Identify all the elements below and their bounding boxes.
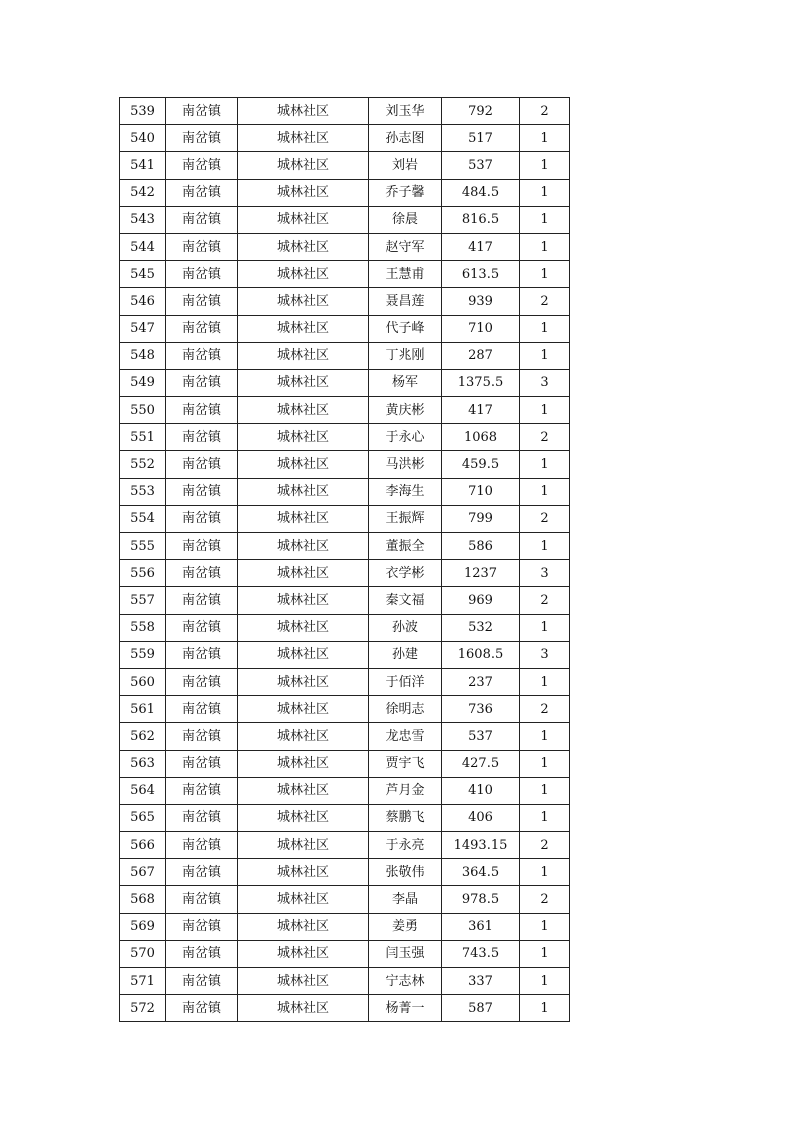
table-row	[120, 261, 570, 288]
community-cell: 城林社区	[238, 451, 369, 478]
amount-cell: 417	[442, 397, 520, 424]
row-number-cell: 561	[120, 696, 166, 723]
name-cell: 聂昌莲	[369, 288, 442, 315]
row-number-cell: 559	[120, 641, 166, 668]
town-cell: 南岔镇	[166, 125, 238, 152]
town-cell: 南岔镇	[166, 288, 238, 315]
town-cell: 南岔镇	[166, 315, 238, 342]
amount-cell: 427.5	[442, 750, 520, 777]
row-number-cell: 558	[120, 614, 166, 641]
community-cell: 城林社区	[238, 424, 369, 451]
town-cell: 南岔镇	[166, 614, 238, 641]
table-row	[120, 723, 570, 750]
table-row	[120, 206, 570, 233]
name-cell: 张敬伟	[369, 859, 442, 886]
count-cell: 1	[520, 397, 570, 424]
community-cell: 城林社区	[238, 723, 369, 750]
community-cell: 城林社区	[238, 533, 369, 560]
count-cell: 1	[520, 315, 570, 342]
count-cell: 2	[520, 886, 570, 913]
table-row	[120, 940, 570, 967]
amount-cell: 459.5	[442, 451, 520, 478]
community-cell: 城林社区	[238, 206, 369, 233]
name-cell: 马洪彬	[369, 451, 442, 478]
table-row	[120, 750, 570, 777]
amount-cell: 1375.5	[442, 369, 520, 396]
town-cell: 南岔镇	[166, 560, 238, 587]
town-cell: 南岔镇	[166, 641, 238, 668]
count-cell: 1	[520, 179, 570, 206]
row-number-cell: 569	[120, 913, 166, 940]
amount-cell: 532	[442, 614, 520, 641]
town-cell: 南岔镇	[166, 152, 238, 179]
amount-cell: 587	[442, 995, 520, 1022]
community-cell: 城林社区	[238, 505, 369, 532]
amount-cell: 939	[442, 288, 520, 315]
count-cell: 2	[520, 587, 570, 614]
table-row	[120, 179, 570, 206]
amount-cell: 736	[442, 696, 520, 723]
row-number-cell: 546	[120, 288, 166, 315]
town-cell: 南岔镇	[166, 424, 238, 451]
count-cell: 1	[520, 940, 570, 967]
town-cell: 南岔镇	[166, 886, 238, 913]
name-cell: 李海生	[369, 478, 442, 505]
row-number-cell: 566	[120, 832, 166, 859]
table-row	[120, 533, 570, 560]
community-cell: 城林社区	[238, 560, 369, 587]
name-cell: 赵守军	[369, 233, 442, 260]
count-cell: 1	[520, 233, 570, 260]
name-cell: 李晶	[369, 886, 442, 913]
name-cell: 孙建	[369, 641, 442, 668]
count-cell: 1	[520, 614, 570, 641]
amount-cell: 337	[442, 968, 520, 995]
count-cell: 1	[520, 152, 570, 179]
community-cell: 城林社区	[238, 152, 369, 179]
amount-cell: 969	[442, 587, 520, 614]
name-cell: 于永心	[369, 424, 442, 451]
count-cell: 2	[520, 98, 570, 125]
row-number-cell: 543	[120, 206, 166, 233]
count-cell: 1	[520, 804, 570, 831]
count-cell: 1	[520, 478, 570, 505]
amount-cell: 710	[442, 315, 520, 342]
row-number-cell: 555	[120, 533, 166, 560]
amount-cell: 1068	[442, 424, 520, 451]
table-row	[120, 505, 570, 532]
count-cell: 3	[520, 369, 570, 396]
count-cell: 2	[520, 832, 570, 859]
town-cell: 南岔镇	[166, 587, 238, 614]
name-cell: 刘岩	[369, 152, 442, 179]
count-cell: 1	[520, 451, 570, 478]
table-row	[120, 668, 570, 695]
row-number-cell: 564	[120, 777, 166, 804]
community-cell: 城林社区	[238, 696, 369, 723]
count-cell: 2	[520, 288, 570, 315]
name-cell: 孙波	[369, 614, 442, 641]
community-cell: 城林社区	[238, 641, 369, 668]
table-row	[120, 804, 570, 831]
name-cell: 王振辉	[369, 505, 442, 532]
amount-cell: 484.5	[442, 179, 520, 206]
amount-cell: 799	[442, 505, 520, 532]
community-cell: 城林社区	[238, 995, 369, 1022]
data-table	[119, 97, 570, 1022]
row-number-cell: 556	[120, 560, 166, 587]
row-number-cell: 554	[120, 505, 166, 532]
count-cell: 1	[520, 342, 570, 369]
table-row	[120, 397, 570, 424]
row-number-cell: 568	[120, 886, 166, 913]
table-row	[120, 968, 570, 995]
row-number-cell: 544	[120, 233, 166, 260]
town-cell: 南岔镇	[166, 668, 238, 695]
table-row	[120, 342, 570, 369]
community-cell: 城林社区	[238, 859, 369, 886]
count-cell: 1	[520, 913, 570, 940]
community-cell: 城林社区	[238, 369, 369, 396]
row-number-cell: 540	[120, 125, 166, 152]
town-cell: 南岔镇	[166, 533, 238, 560]
row-number-cell: 567	[120, 859, 166, 886]
row-number-cell: 551	[120, 424, 166, 451]
amount-cell: 1493.15	[442, 832, 520, 859]
row-number-cell: 563	[120, 750, 166, 777]
town-cell: 南岔镇	[166, 179, 238, 206]
row-number-cell: 547	[120, 315, 166, 342]
town-cell: 南岔镇	[166, 804, 238, 831]
town-cell: 南岔镇	[166, 995, 238, 1022]
name-cell: 董振全	[369, 533, 442, 560]
community-cell: 城林社区	[238, 315, 369, 342]
table-row	[120, 995, 570, 1022]
amount-cell: 710	[442, 478, 520, 505]
amount-cell: 537	[442, 152, 520, 179]
table-row	[120, 152, 570, 179]
amount-cell: 287	[442, 342, 520, 369]
name-cell: 于永亮	[369, 832, 442, 859]
row-number-cell: 548	[120, 342, 166, 369]
count-cell: 1	[520, 777, 570, 804]
community-cell: 城林社区	[238, 342, 369, 369]
town-cell: 南岔镇	[166, 505, 238, 532]
row-number-cell: 560	[120, 668, 166, 695]
name-cell: 杨军	[369, 369, 442, 396]
town-cell: 南岔镇	[166, 451, 238, 478]
town-cell: 南岔镇	[166, 832, 238, 859]
community-cell: 城林社区	[238, 940, 369, 967]
table-row	[120, 424, 570, 451]
row-number-cell: 550	[120, 397, 166, 424]
town-cell: 南岔镇	[166, 98, 238, 125]
town-cell: 南岔镇	[166, 478, 238, 505]
row-number-cell: 570	[120, 940, 166, 967]
count-cell: 3	[520, 641, 570, 668]
community-cell: 城林社区	[238, 125, 369, 152]
table-row	[120, 288, 570, 315]
row-number-cell: 571	[120, 968, 166, 995]
community-cell: 城林社区	[238, 750, 369, 777]
table-row	[120, 478, 570, 505]
table-row	[120, 560, 570, 587]
amount-cell: 978.5	[442, 886, 520, 913]
count-cell: 1	[520, 668, 570, 695]
table-row	[120, 125, 570, 152]
table-row	[120, 614, 570, 641]
count-cell: 1	[520, 750, 570, 777]
table-row	[120, 98, 570, 125]
community-cell: 城林社区	[238, 261, 369, 288]
town-cell: 南岔镇	[166, 777, 238, 804]
amount-cell: 517	[442, 125, 520, 152]
amount-cell: 1237	[442, 560, 520, 587]
table-row	[120, 886, 570, 913]
row-number-cell: 549	[120, 369, 166, 396]
town-cell: 南岔镇	[166, 233, 238, 260]
town-cell: 南岔镇	[166, 696, 238, 723]
row-number-cell: 542	[120, 179, 166, 206]
row-number-cell: 539	[120, 98, 166, 125]
count-cell: 1	[520, 723, 570, 750]
count-cell: 1	[520, 968, 570, 995]
town-cell: 南岔镇	[166, 342, 238, 369]
table-row	[120, 315, 570, 342]
name-cell: 乔子馨	[369, 179, 442, 206]
name-cell: 芦月金	[369, 777, 442, 804]
count-cell: 1	[520, 261, 570, 288]
name-cell: 闫玉强	[369, 940, 442, 967]
community-cell: 城林社区	[238, 913, 369, 940]
name-cell: 刘玉华	[369, 98, 442, 125]
table-row	[120, 233, 570, 260]
town-cell: 南岔镇	[166, 397, 238, 424]
amount-cell: 792	[442, 98, 520, 125]
community-cell: 城林社区	[238, 478, 369, 505]
table-row	[120, 641, 570, 668]
count-cell: 2	[520, 505, 570, 532]
amount-cell: 586	[442, 533, 520, 560]
town-cell: 南岔镇	[166, 940, 238, 967]
community-cell: 城林社区	[238, 179, 369, 206]
amount-cell: 743.5	[442, 940, 520, 967]
town-cell: 南岔镇	[166, 913, 238, 940]
name-cell: 姜勇	[369, 913, 442, 940]
community-cell: 城林社区	[238, 98, 369, 125]
count-cell: 1	[520, 995, 570, 1022]
row-number-cell: 562	[120, 723, 166, 750]
town-cell: 南岔镇	[166, 750, 238, 777]
community-cell: 城林社区	[238, 668, 369, 695]
community-cell: 城林社区	[238, 886, 369, 913]
row-number-cell: 545	[120, 261, 166, 288]
community-cell: 城林社区	[238, 832, 369, 859]
community-cell: 城林社区	[238, 587, 369, 614]
town-cell: 南岔镇	[166, 261, 238, 288]
community-cell: 城林社区	[238, 288, 369, 315]
name-cell: 秦文福	[369, 587, 442, 614]
table-row	[120, 587, 570, 614]
amount-cell: 816.5	[442, 206, 520, 233]
amount-cell: 406	[442, 804, 520, 831]
table-row	[120, 832, 570, 859]
count-cell: 3	[520, 560, 570, 587]
name-cell: 衣学彬	[369, 560, 442, 587]
amount-cell: 537	[442, 723, 520, 750]
name-cell: 杨菁一	[369, 995, 442, 1022]
row-number-cell: 565	[120, 804, 166, 831]
name-cell: 丁兆刚	[369, 342, 442, 369]
amount-cell: 364.5	[442, 859, 520, 886]
table-row	[120, 859, 570, 886]
count-cell: 2	[520, 696, 570, 723]
community-cell: 城林社区	[238, 397, 369, 424]
town-cell: 南岔镇	[166, 369, 238, 396]
name-cell: 贾宇飞	[369, 750, 442, 777]
community-cell: 城林社区	[238, 777, 369, 804]
name-cell: 代子峰	[369, 315, 442, 342]
amount-cell: 361	[442, 913, 520, 940]
count-cell: 1	[520, 859, 570, 886]
name-cell: 宁志林	[369, 968, 442, 995]
name-cell: 徐明志	[369, 696, 442, 723]
name-cell: 黄庆彬	[369, 397, 442, 424]
count-cell: 1	[520, 125, 570, 152]
row-number-cell: 552	[120, 451, 166, 478]
row-number-cell: 572	[120, 995, 166, 1022]
count-cell: 2	[520, 424, 570, 451]
town-cell: 南岔镇	[166, 859, 238, 886]
table-row	[120, 777, 570, 804]
amount-cell: 417	[442, 233, 520, 260]
name-cell: 龙忠雪	[369, 723, 442, 750]
table-row	[120, 451, 570, 478]
community-cell: 城林社区	[238, 968, 369, 995]
row-number-cell: 553	[120, 478, 166, 505]
name-cell: 徐晨	[369, 206, 442, 233]
amount-cell: 410	[442, 777, 520, 804]
community-cell: 城林社区	[238, 614, 369, 641]
row-number-cell: 541	[120, 152, 166, 179]
amount-cell: 613.5	[442, 261, 520, 288]
row-number-cell: 557	[120, 587, 166, 614]
community-cell: 城林社区	[238, 804, 369, 831]
count-cell: 1	[520, 533, 570, 560]
table-row	[120, 696, 570, 723]
table-body	[120, 98, 570, 1022]
name-cell: 于佰洋	[369, 668, 442, 695]
name-cell: 王慧甫	[369, 261, 442, 288]
table-row	[120, 913, 570, 940]
community-cell: 城林社区	[238, 233, 369, 260]
count-cell: 1	[520, 206, 570, 233]
table-row	[120, 369, 570, 396]
town-cell: 南岔镇	[166, 723, 238, 750]
name-cell: 孙志图	[369, 125, 442, 152]
name-cell: 蔡鹏飞	[369, 804, 442, 831]
town-cell: 南岔镇	[166, 206, 238, 233]
amount-cell: 237	[442, 668, 520, 695]
amount-cell: 1608.5	[442, 641, 520, 668]
town-cell: 南岔镇	[166, 968, 238, 995]
